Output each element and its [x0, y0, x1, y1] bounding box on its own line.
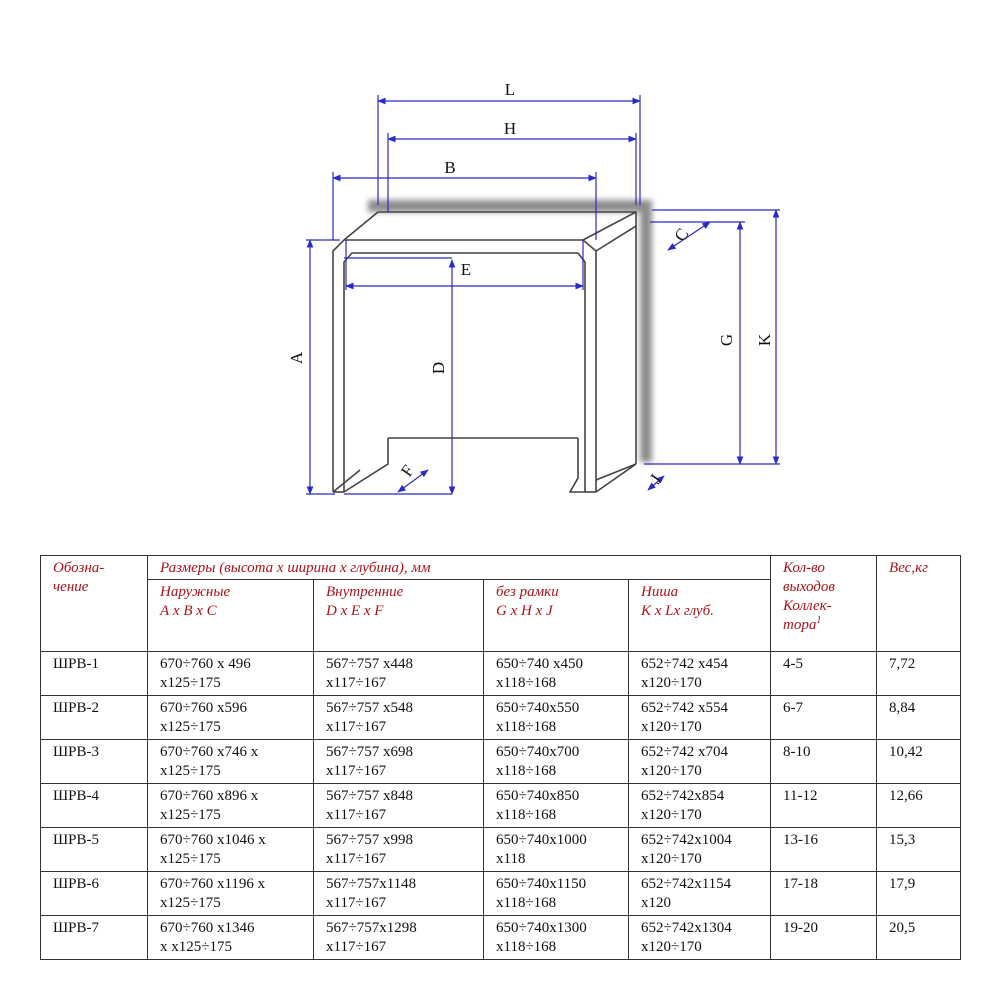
label-K: K: [755, 333, 774, 347]
cell-inner-dims: 567÷757 х548 х117÷167: [314, 696, 484, 740]
cell-outlets: 19-20: [771, 916, 877, 960]
cell-outlets: 13-16: [771, 828, 877, 872]
cabinet-outline: [333, 212, 636, 492]
cell-noframe-dims: 650÷740х1000 х118: [484, 828, 629, 872]
header-outer: Наружные А х В х С: [148, 580, 314, 652]
cell-inner-dims: 567÷757 х448 х117÷167: [314, 652, 484, 696]
cell-outer-dims: 670÷760 х896 х х125÷175: [148, 784, 314, 828]
cell-outlets: 17-18: [771, 872, 877, 916]
table-row: [41, 828, 961, 872]
cell-outer-dims: 670÷760 х596 х125÷175: [148, 696, 314, 740]
cell-niche-dims: 652÷742 х704 х120÷170: [629, 740, 771, 784]
cell-weight: 20,5: [877, 916, 961, 960]
row-designation: ШРВ-7: [41, 916, 148, 960]
cell-niche-dims: 652÷742х1154 х120: [629, 872, 771, 916]
header-inner: Внутренние D х Е х F: [314, 580, 484, 652]
header-dimensions-group: Размеры (высота х ширина х глубина), мм: [148, 556, 771, 580]
label-L: L: [504, 80, 516, 99]
header-niche: Ниша K х Lx глуб.: [629, 580, 771, 652]
cell-outer-dims: 670÷760 х 496 х125÷175: [148, 652, 314, 696]
row-designation: ШРВ-3: [41, 740, 148, 784]
cell-outer-dims: 670÷760 х746 х х125÷175: [148, 740, 314, 784]
header-outlets: Кол-во выходов Коллек- тора$^1$: [771, 556, 877, 652]
table-row: [41, 784, 961, 828]
dimension-labels: [287, 80, 774, 487]
cell-outer-dims: 670÷760 х1196 х х125÷175: [148, 872, 314, 916]
label-G: G: [717, 333, 736, 347]
cell-inner-dims: 567÷757 х998 х117÷167: [314, 828, 484, 872]
cell-noframe-dims: 650÷740х550 х118÷168: [484, 696, 629, 740]
table-row: [41, 652, 961, 696]
label-J: J: [645, 470, 666, 488]
cell-weight: 17,9: [877, 872, 961, 916]
table-row: [41, 916, 961, 960]
label-A: A: [287, 351, 306, 365]
cell-inner-dims: 567÷757 х848 х117÷167: [314, 784, 484, 828]
cell-niche-dims: 652÷742 х554 х120÷170: [629, 696, 771, 740]
cell-noframe-dims: 650÷740х700 х118÷168: [484, 740, 629, 784]
cell-weight: 10,42: [877, 740, 961, 784]
cell-outer-dims: 670÷760 х1046 х х125÷175: [148, 828, 314, 872]
header-designation: Обозна- чение: [41, 556, 148, 652]
cell-outlets: 4-5: [771, 652, 877, 696]
table-row: [41, 872, 961, 916]
header-noframe: без рамки G х Н х J: [484, 580, 629, 652]
label-D: D: [429, 361, 448, 375]
cell-outlets: 8-10: [771, 740, 877, 784]
label-C: C: [670, 224, 693, 245]
cell-noframe-dims: 650÷740х850 х118÷168: [484, 784, 629, 828]
cell-noframe-dims: 650÷740 х450 х118÷168: [484, 652, 629, 696]
dimension-lines: [306, 95, 780, 494]
cell-outer-dims: 670÷760 х1346 х х125÷175: [148, 916, 314, 960]
cell-weight: 7,72: [877, 652, 961, 696]
cell-weight: 8,84: [877, 696, 961, 740]
row-designation: ШРВ-4: [41, 784, 148, 828]
row-designation: ШРВ-5: [41, 828, 148, 872]
cell-noframe-dims: 650÷740х1300 х118÷168: [484, 916, 629, 960]
table-row: [41, 696, 961, 740]
cell-inner-dims: 567÷757 х698 х117÷167: [314, 740, 484, 784]
cell-weight: 12,66: [877, 784, 961, 828]
cell-niche-dims: 652÷742 х454 х120÷170: [629, 652, 771, 696]
row-designation: ШРВ-2: [41, 696, 148, 740]
label-H: H: [503, 119, 517, 138]
header-weight: Вес,кг: [877, 556, 961, 652]
cell-inner-dims: 567÷757х1148 х117÷167: [314, 872, 484, 916]
table-body: [41, 652, 961, 960]
cell-niche-dims: 652÷742х1004 х120÷170: [629, 828, 771, 872]
label-E: E: [460, 260, 472, 279]
row-designation: ШРВ-1: [41, 652, 148, 696]
cell-outlets: 6-7: [771, 696, 877, 740]
table-row: [41, 740, 961, 784]
cell-outlets: 11-12: [771, 784, 877, 828]
header-row-1: [41, 556, 961, 580]
label-F: F: [396, 461, 418, 481]
specifications-table: [40, 555, 961, 960]
cell-noframe-dims: 650÷740х1150 х118÷168: [484, 872, 629, 916]
cell-weight: 15,3: [877, 828, 961, 872]
cell-niche-dims: 652÷742х1304 х120÷170: [629, 916, 771, 960]
cell-niche-dims: 652÷742х854 х120÷170: [629, 784, 771, 828]
cell-inner-dims: 567÷757х1298 х117÷167: [314, 916, 484, 960]
row-designation: ШРВ-6: [41, 872, 148, 916]
label-B: B: [444, 158, 456, 177]
